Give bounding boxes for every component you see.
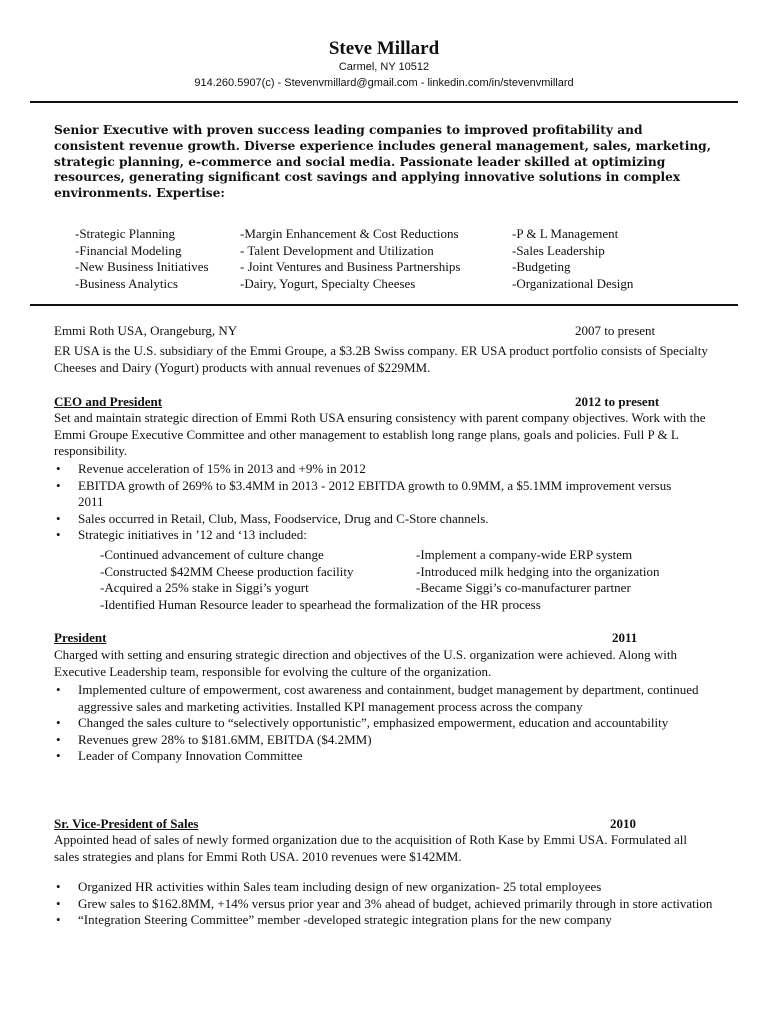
list-item <box>56 896 716 913</box>
bullet-glyph: • <box>56 731 61 747</box>
expertise-item: - Talent Development and Utilization <box>240 242 434 258</box>
expertise-item: -Business Analytics <box>75 275 178 291</box>
bullet-text: Implemented culture of empowerment, cost awareness and containment, budget management by department, continued aggressive sales and marketing activities. Installed KPI management process across the company <box>78 682 699 714</box>
list-item <box>56 527 696 544</box>
header-divider <box>30 101 738 103</box>
expertise-item: -Budgeting <box>512 259 571 274</box>
role-dates-president: 2011 <box>612 630 638 645</box>
list-item <box>56 461 696 478</box>
role-dates-ceo: 2012 to present <box>575 394 660 409</box>
svp-bullet-list <box>56 879 716 929</box>
bullet-glyph: • <box>56 715 61 730</box>
role-title-svp: Sr. Vice-President of Sales <box>54 816 199 831</box>
expertise-item: -Organizational Design <box>512 275 634 291</box>
bullet-glyph: • <box>56 895 61 911</box>
initiatives-right <box>416 547 659 597</box>
candidate-contact: 914.260.5907(c) - Stevenvmillard@gmail.com - linkedin.com/in/stevenvmillard <box>194 77 574 89</box>
bullet-glyph: • <box>56 748 61 763</box>
expertise-column-2 <box>240 226 460 292</box>
bullet-text: Strategic initiatives in ’12 and ‘13 included: <box>78 527 307 542</box>
role-description-president: Charged with setting and ensuring strategic direction and objectives of the U.S. organization were achieved. Along with Executive Leadership team, responsible for evolving the culture of the organization. <box>54 647 677 679</box>
bullet-text: Revenue acceleration of 15% in 2013 and +9% in 2012 <box>78 461 366 476</box>
initiative-item: -Constructed $42MM Cheese production facility <box>100 563 354 579</box>
list-item <box>56 715 716 732</box>
list-item <box>56 912 716 929</box>
bullet-glyph: • <box>56 527 61 542</box>
bullet-glyph: • <box>56 682 61 697</box>
bullet-text: Revenues grew 28% to $181.6MM, EBITDA ($4.2MM) <box>78 731 372 747</box>
expertise-item: -New Business Initiatives <box>75 259 209 274</box>
candidate-name: Steve Millard <box>328 38 440 59</box>
role-title-ceo: CEO and President <box>54 394 163 409</box>
president-bullet-list <box>56 682 716 765</box>
expertise-column-3 <box>512 226 633 292</box>
list-item <box>56 732 716 749</box>
expertise-item: -Sales Leadership <box>512 242 605 258</box>
expertise-column-1 <box>75 226 209 292</box>
role-description-svp: Appointed head of sales of newly formed organization due to the acquisition of Roth Kase by Emmi USA. Formulated all sales strategies and plans for Emmi Roth USA. 2010 revenues were $142MM. <box>54 832 688 864</box>
bullet-text: Grew sales to $162.8MM, +14% versus prior year and 3% ahead of budget, achieved primarily through in store activation <box>78 895 713 911</box>
expertise-item: - Joint Ventures and Business Partnerships <box>240 259 461 274</box>
bullet-text: Changed the sales culture to “selectively opportunistic”, emphasized empowerment, education and accountability <box>78 715 669 730</box>
initiative-item: -Implement a company-wide ERP system <box>416 547 633 562</box>
list-item <box>56 748 716 765</box>
candidate-location: Carmel, NY 10512 <box>338 61 430 73</box>
list-item <box>56 478 696 511</box>
initiative-item: -Continued advancement of culture change <box>100 547 324 562</box>
company-description: ER USA is the U.S. subsidiary of the Emmi Groupe, a $3.2B Swiss company. ER USA product portfolio consists of Specialty Cheeses and Dairy (Yogurt) products with annual revenues of $229MM. <box>54 343 708 375</box>
bullet-text: EBITDA growth of 269% to $3.4MM in 2013 - 2012 EBITDA growth to 0.9MM, a $5.1MM improvement versus 2011 <box>78 477 672 509</box>
bullet-text: Organized HR activities within Sales team including design of new organization- 25 total employees <box>78 879 602 894</box>
expertise-item: -Dairy, Yogurt, Specialty Cheeses <box>240 275 416 291</box>
role-title-president: President <box>54 630 107 645</box>
expertise-item: -Strategic Planning <box>75 226 176 241</box>
summary-divider <box>30 304 738 306</box>
list-item <box>56 511 696 528</box>
ceo-bullet-list <box>56 461 696 544</box>
role-description-ceo: Set and maintain strategic direction of Emmi Roth USA ensuring consistency with parent company objectives. Work with the Emmi Groupe Executive Committee and other management to establish long range plans, goals and policies. Full P & L responsibility. <box>54 410 706 458</box>
bullet-text: “Integration Steering Committee” member -developed strategic integration plans for the new company <box>78 912 612 927</box>
bullet-glyph: • <box>56 912 61 927</box>
executive-summary: Senior Executive with proven success leading companies to improved profitability and consistent revenue growth. Diverse experience includes general management, sales, marketing, strategic planning, e-commerce and social media. Passionate leader skilled at optimizing resources, generating significant cost savings and applying innovative solutions in complex environments. Expertise: <box>54 123 711 201</box>
initiative-item: -Introduced milk hedging into the organization <box>416 563 660 579</box>
bullet-glyph: • <box>56 477 61 493</box>
role-dates-svp: 2010 <box>610 816 636 831</box>
list-item <box>56 879 716 896</box>
expertise-item: -P & L Management <box>512 226 619 241</box>
bullet-text: Leader of Company Innovation Committee <box>78 748 303 763</box>
expertise-item: -Margin Enhancement & Cost Reductions <box>240 226 459 241</box>
bullet-glyph: • <box>56 461 61 476</box>
bullet-glyph: • <box>56 879 61 894</box>
bullet-text: Sales occurred in Retail, Club, Mass, Foodservice, Drug and C-Store channels. <box>78 510 489 526</box>
initiative-item: -Acquired a 25% stake in Siggi’s yogurt <box>100 580 309 595</box>
initiative-item: -Became Siggi’s co-manufacturer partner <box>416 580 631 595</box>
company-dates: 2007 to present <box>575 323 656 338</box>
company-name: Emmi Roth USA, Orangeburg, NY <box>54 323 238 338</box>
list-item <box>56 682 716 715</box>
bullet-glyph: • <box>56 510 61 526</box>
expertise-item: -Financial Modeling <box>75 242 182 258</box>
initiative-item: -Identified Human Resource leader to spearhead the formalization of the HR process <box>100 596 541 612</box>
